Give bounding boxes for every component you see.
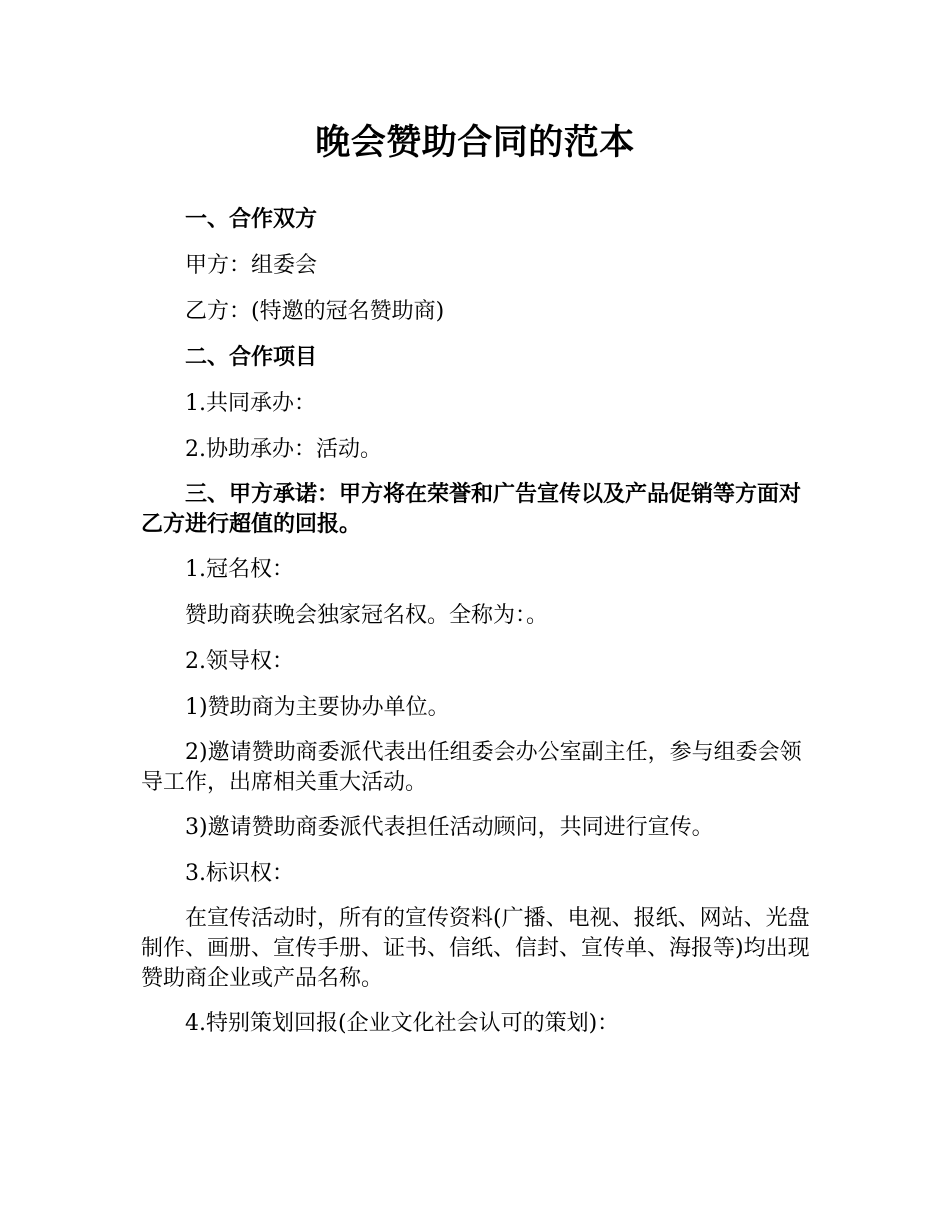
project-item-2: 2.协助承办：活动。 bbox=[185, 437, 382, 462]
section-heading-projects: 二、合作项目 bbox=[185, 345, 318, 370]
section-heading-parties: 一、合作双方 bbox=[185, 207, 318, 232]
right-naming-text: 赞助商获晚会独家冠名权。全称为：。 bbox=[185, 603, 549, 628]
document-body bbox=[141, 204, 813, 1054]
project-item-1: 1.共同承办： bbox=[185, 391, 316, 416]
document-title: 晚会赞助合同的范本 bbox=[315, 123, 635, 163]
right-naming-heading: 1.冠名权： bbox=[185, 557, 294, 582]
leadership-item-3: 3)邀请赞助商委派代表担任活动顾问，共同进行宣传。 bbox=[185, 815, 714, 840]
party-b-line: 乙方：(特邀的冠名赞助商) bbox=[185, 299, 445, 324]
right-leadership-heading: 2.领导权： bbox=[185, 649, 294, 674]
right-identity-text: 在宣传活动时，所有的宣传资料(广播、电视、报纸、网站、光盘制作、画册、宣传手册、证书、信纸、信封、宣传单、海报等)均出现赞助商企业或产品名称。 bbox=[141, 906, 810, 991]
party-a-line: 甲方：组委会 bbox=[185, 253, 318, 278]
special-planning-heading: 4.特别策划回报(企业文化社会认可的策划)： bbox=[185, 1011, 620, 1036]
leadership-item-2: 2)邀请赞助商委派代表出任组委会办公室副主任，参与组委会领导工作，出席相关重大活动。 bbox=[141, 740, 802, 795]
right-identity-heading: 3.标识权： bbox=[185, 861, 294, 886]
section-heading-commitment: 三、甲方承诺：甲方将在荣誉和广告宣传以及产品促销等方面对乙方进行超值的回报。 bbox=[141, 482, 802, 537]
leadership-item-1: 1)赞助商为主要协办单位。 bbox=[185, 695, 450, 720]
